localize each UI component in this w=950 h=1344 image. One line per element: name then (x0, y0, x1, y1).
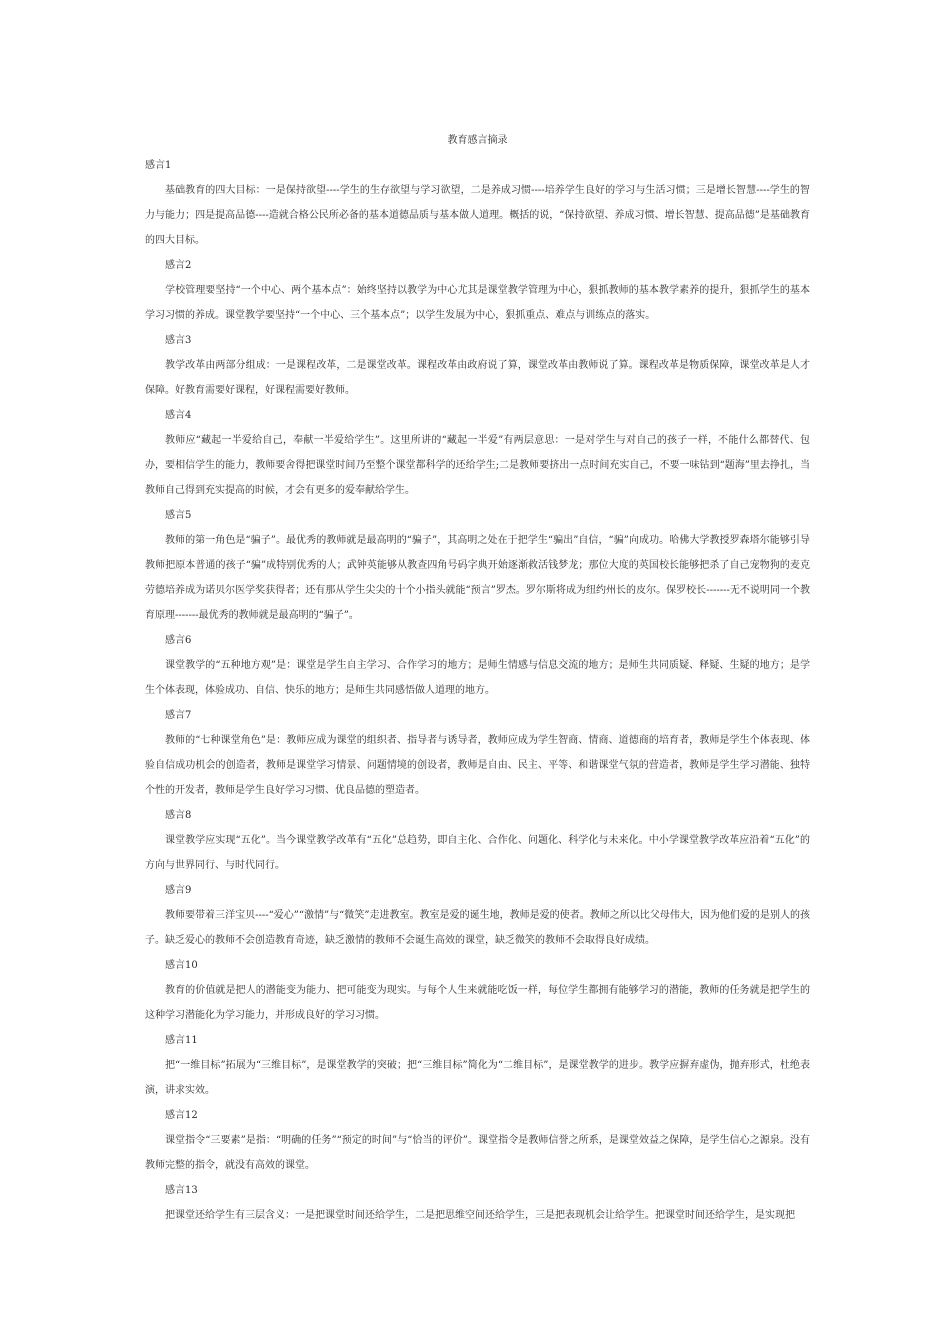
section (145, 253, 810, 328)
section (145, 503, 810, 628)
section-heading: 感言6 (165, 635, 192, 646)
section-paragraph: 教师要带着三洋宝贝----“爱心”“激情”与“微笑”走进教室。教室是爱的诞生地，教师是爱的使者。教师之所以比父母伟大，因为他们爱的是别人的孩子。缺乏爱心的教师不会创造教育奇迹，缺乏激情的教师不会诞生高效的课堂，缺乏微笑的教师不会取得良好成绩。 (145, 910, 810, 946)
section-paragraph: 教育的价值就是把人的潜能变为能力、把可能变为现实。与每个人生来就能吃饭一样，每位学生都拥有能够学习的潜能，教师的任务就是把学生的这种学习潜能化为学习能力，并形成良好的学习习惯。 (145, 985, 810, 1021)
section-heading: 感言5 (165, 510, 192, 521)
section-heading: 感言10 (165, 960, 198, 971)
section-heading: 感言4 (165, 410, 192, 421)
section (145, 703, 810, 803)
section-heading: 感言8 (165, 810, 192, 821)
section-heading: 感言3 (165, 335, 192, 346)
section-heading: 感言12 (165, 1110, 198, 1121)
section-paragraph: 基础教育的四大目标：一是保持欲望----学生的生存欲望与学习欲望，二是养成习惯----培养学生良好的学习与生活习惯；三是增长智慧----学生的智力与能力；四是提高品德----造就合格公民所必备的基本道德品质与基本做人道理。概括的说，“保持欲望、养成习惯、增长智慧、提高品德”是基础教育的四大目标。 (145, 185, 810, 246)
section-paragraph: 把课堂还给学生有三层含义：一是把课堂时间还给学生，二是把思维空间还给学生，三是把表现机会让给学生。把课堂时间还给学生，是实现把 (165, 1210, 795, 1221)
section-paragraph: 课堂指令“三要素”是指：“明确的任务”“预定的时间”与“恰当的评价”。课堂指令是教师信誉之所系，是课堂效益之保障，是学生信心之源泉。没有教师完整的指令，就没有高效的课堂。 (145, 1135, 810, 1171)
document-body (145, 128, 810, 1228)
section-paragraph: 课堂教学的“五种地方观”是：课堂是学生自主学习、合作学习的地方；是师生情感与信息交流的地方；是师生共同质疑、释疑、生疑的地方；是学生个体表现，体验成功、自信、快乐的地方；是师生共同感悟做人道理的地方。 (145, 660, 810, 696)
section-heading: 感言2 (165, 260, 192, 271)
section-paragraph: 课堂教学应实现“五化”。当今课堂教学改革有“五化”总趋势，即自主化、合作化、问题化、科学化与未来化。中小学课堂教学改革应沿着“五化”的方向与世界同行、与时代同行。 (145, 835, 810, 871)
section-paragraph: 把“一维目标”拓展为“三维目标”，是课堂教学的突破；把“三维目标”简化为“二维目标”，是课堂教学的进步。教学应摒弃虚伪，抛弃形式，杜绝表演，讲求实效。 (145, 1060, 810, 1096)
section (145, 803, 810, 878)
section-paragraph: 教学改革由两部分组成：一是课程改革，二是课堂改革。课程改革由政府说了算，课堂改革由教师说了算。课程改革是物质保障，课堂改革是人才保障。好教育需要好课程，好课程需要好教师。 (145, 360, 810, 396)
section-paragraph: 教师应“藏起一半爱给自己，奉献一半爱给学生”。这里所讲的“藏起一半爱”有两层意思：一是对学生与对自己的孩子一样，不能什么都替代、包办，要相信学生的能力，教师要舍得把课堂时间乃至整个课堂都科学的还给学生;二是教师要挤出一点时间充实自己，不要一味钻到“题海”里去挣扎，当教师自己得到充实提高的时候，才会有更多的爱奉献给学生。 (145, 435, 810, 496)
section-heading: 感言9 (165, 885, 192, 896)
section-paragraph: 教师的第一角色是“骗子”。最优秀的教师就是最高明的“骗子”，其高明之处在于把学生“骗出”自信，“骗”向成功。哈佛大学教授罗森塔尔能够引导教师把原本普通的孩子“骗”成特别优秀的人；武钟英能够从教查四角号码字典开始逐渐救活钱梦龙；那位大度的英国校长能够把杀了自己宠物狗的麦克劳德培养成为诺贝尔医学奖获得者；还有那从学生尖尖的十个小指头就能“预言”罗杰。罗尔斯将成为纽约州长的皮尔。保罗校长-------无不说明同一个教育原理-------最优秀的教师就是最高明的“骗子”。 (145, 535, 810, 621)
section-paragraph: 学校管理要坚持“一个中心、两个基本点”：始终坚持以教学为中心尤其是课堂教学管理为中心，狠抓教师的基本教学素养的提升，狠抓学生的基本学习习惯的养成。课堂教学要坚持“一个中心、三个基本点”；以学生发展为中心，狠抓重点、难点与训练点的落实。 (145, 285, 810, 321)
section-heading: 感言7 (165, 710, 192, 721)
section (145, 403, 810, 503)
section-heading: 感言1 (145, 160, 172, 171)
section (145, 1028, 810, 1103)
document-title: 教育感言摘录 (447, 135, 508, 146)
sections-container (145, 153, 810, 1228)
section-paragraph: 教师的“七种课堂角色”是：教师应成为课堂的组织者、指导者与诱导者，教师应成为学生智商、情商、道德商的培育者，教师是学生个体表现、体验自信成功机会的创造者，教师是课堂学习情景、问题情境的创设者，教师是自由、民主、平等、和谐课堂气氛的营造者，教师是学生学习潜能、独特个性的开发者，教师是学生良好学习习惯、优良品德的塑造者。 (145, 735, 810, 796)
section (145, 628, 810, 703)
section (145, 953, 810, 1028)
section (145, 1178, 810, 1228)
section-heading: 感言13 (165, 1185, 198, 1196)
section (145, 1103, 810, 1178)
section (145, 328, 810, 403)
section (145, 153, 810, 253)
section (145, 878, 810, 953)
section-heading: 感言11 (165, 1035, 198, 1046)
